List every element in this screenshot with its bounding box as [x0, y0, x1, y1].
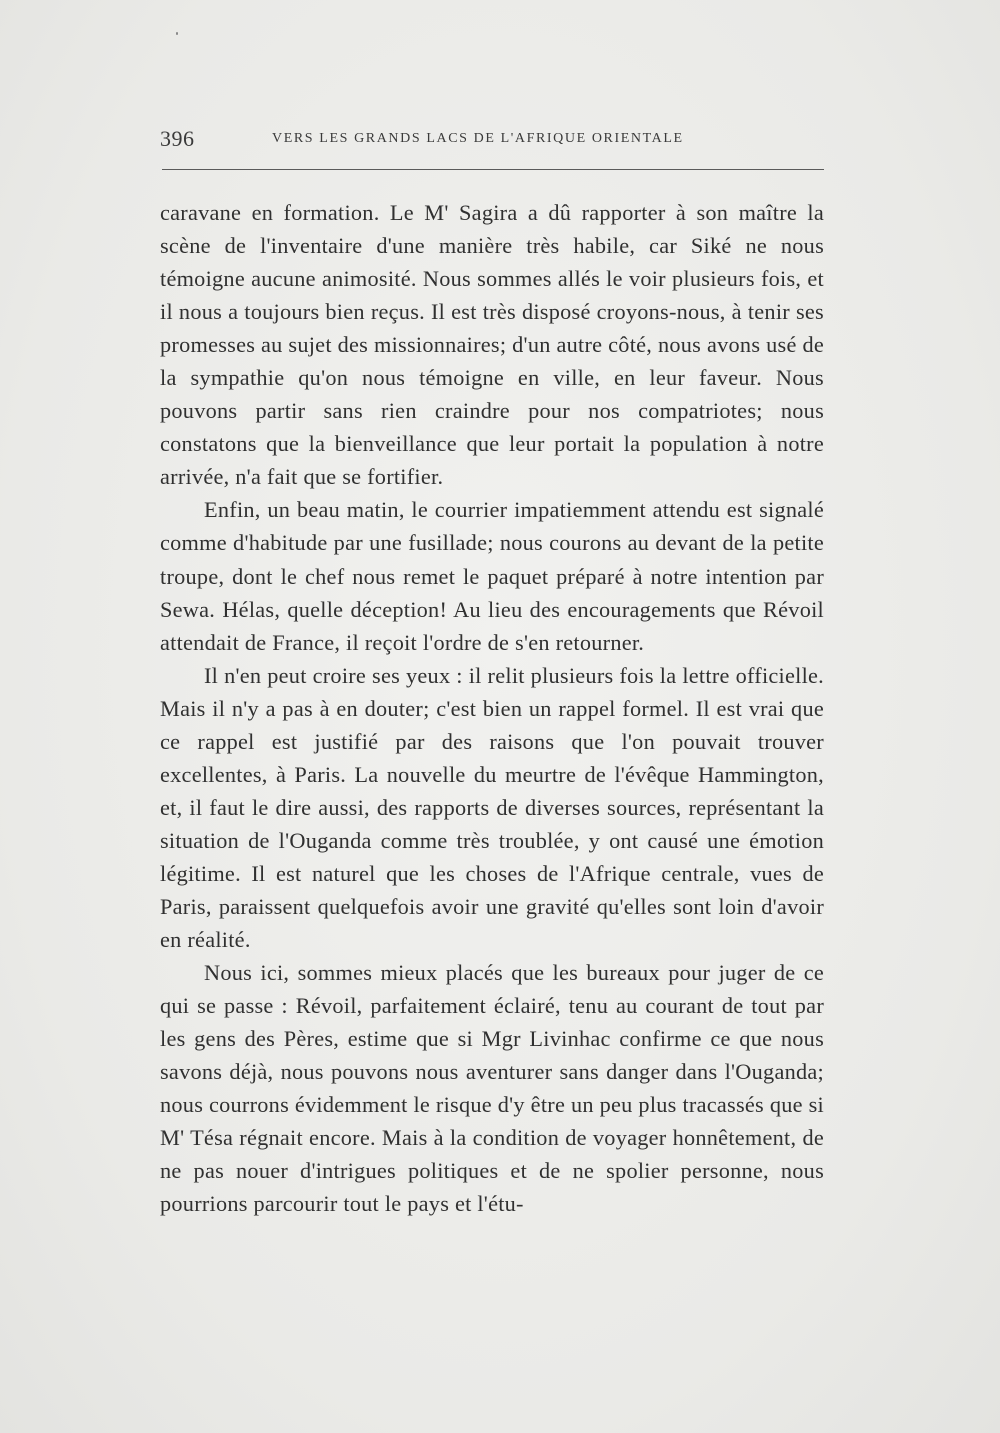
paragraph-1: caravane en formation. Le M' Sagira a dû rapporter à son maître la scène de l'inventaire d'une manière très habile, car Siké ne nous témoigne aucune animosité. Nous sommes allés le voir plusieurs fois, et il nous a toujours bien reçus. Il est très disposé croyons-nous, à tenir ses promesses au sujet des missionnaires; d'un autre côté, nous avons usé de la sympathie qu'on nous témoigne en ville, en leur faveur. Nous pouvons partir sans rien craindre pour nos compatriotes; nous constatons que la bienveillance que leur portait la population à notre arrivée, n'a fait que se fortifier. [160, 200, 824, 490]
paragraph-3: Il n'en peut croire ses yeux : il relit plusieurs fois la lettre officielle. Mais il n'y a pas à en douter; c'est bien un rappel formel. Il est vrai que ce rappel est justifié par des raisons que l'on pouvait trouver excellentes, à Paris. La nouvelle du meurtre de l'évêque Hammington, et, il faut le dire aussi, des rapports de diverses sources, représentant la situation de l'Ouganda comme très troublée, y ont causé une émotion légitime. Il est naturel que les choses de l'Afrique centrale, vues de Paris, paraissent quelquefois avoir une gravité qu'elles sont loin d'avoir en réalité. [160, 662, 824, 953]
paragraph-2: Enfin, un beau matin, le courrier impatiemment attendu est signalé comme d'habitude par une fusillade; nous courons au devant de la petite troupe, dont le chef nous remet le paquet préparé à notre intention par Sewa. Hélas, quelle déception! Au lieu des encouragements que Révoil attendait de France, il reçoit l'ordre de s'en retourner. [160, 497, 824, 655]
body-text [160, 196, 824, 1220]
running-title: VERS LES GRANDS LACS DE L'AFRIQUE ORIENTALE [272, 131, 684, 146]
ink-speck [176, 32, 178, 35]
page-header [160, 126, 824, 156]
header-rule [162, 169, 824, 170]
page-number: 396 [160, 126, 195, 151]
paragraph-4: Nous ici, sommes mieux placés que les bureaux pour juger de ce qui se passe : Révoil, parfaitement éclairé, tenu au courant de tout par les gens des Pères, estime que si Mgr Livinhac confirme ce que nous savons déjà, nous pouvons nous aventurer sans danger dans l'Ouganda; nous courrons évidemment le risque d'y être un peu plus tracassés que si M' Tésa régnait encore. Mais à la condition de voyager honnêtement, de ne pas nouer d'intrigues politiques et de ne spolier personne, nous pourrions parcourir tout le pays et l'étu- [160, 960, 824, 1217]
